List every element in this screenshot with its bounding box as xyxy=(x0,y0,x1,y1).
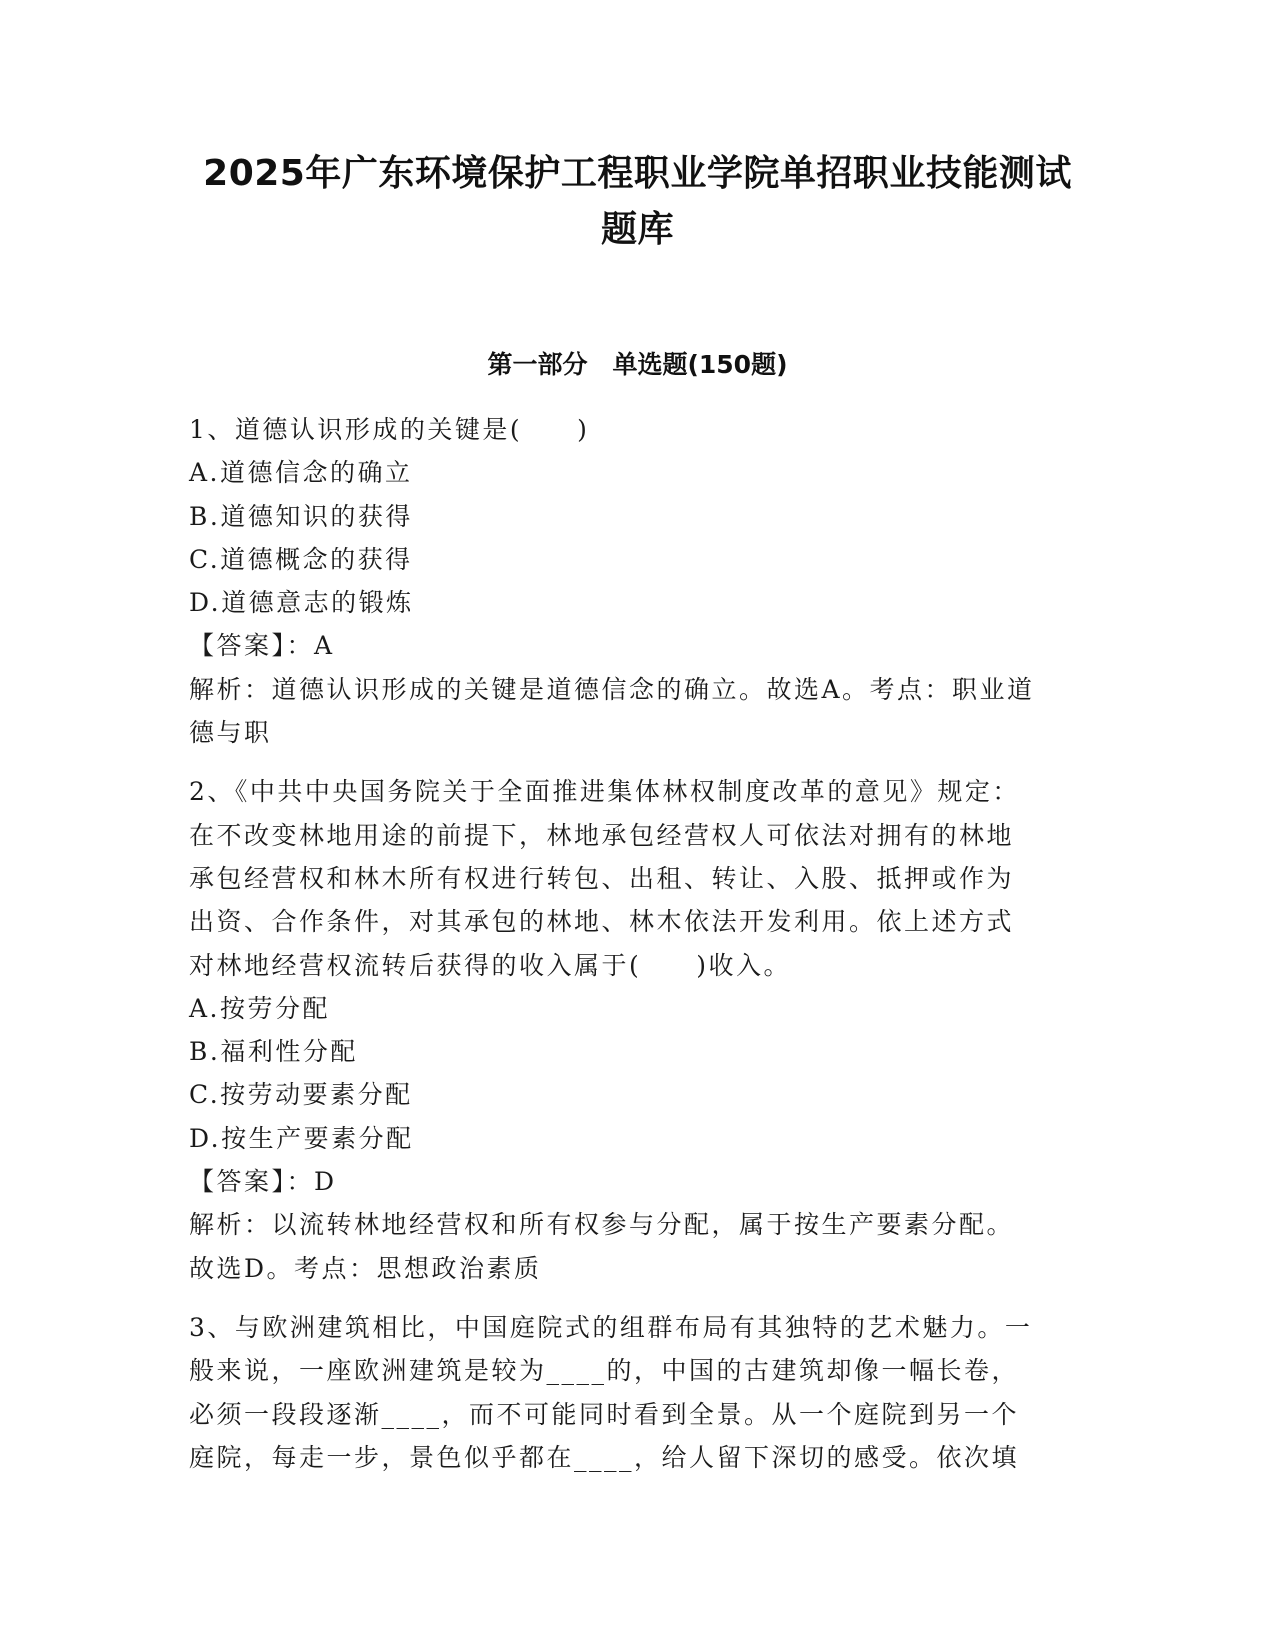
question-stem: 2、《中共中央国务院关于全面推进集体林权制度改革的意见》规定： xyxy=(189,777,1020,807)
option-a: A.道德信念的确立 xyxy=(189,458,413,488)
section-heading: 第一部分 单选题(150题) xyxy=(487,350,788,379)
analysis-line: 解析：以流转林地经营权和所有权参与分配，属于按生产要素分配。 xyxy=(189,1210,1015,1240)
question-separator xyxy=(189,1290,1089,1306)
question-1 xyxy=(189,408,1089,754)
question-2 xyxy=(189,770,1089,1290)
analysis-line: 德与职 xyxy=(189,718,272,748)
question-stem: 3、与欧洲建筑相比，中国庭院式的组群布局有其独特的艺术魅力。一 xyxy=(189,1312,1033,1342)
question-stem: 对林地经营权流转后获得的收入属于( )收入。 xyxy=(189,950,792,980)
question-separator xyxy=(189,754,1089,770)
analysis-line: 解析：道德认识形成的关键是道德信念的确立。故选A。考点：职业道 xyxy=(189,674,1035,704)
question-stem: 承包经营权和林木所有权进行转包、出租、转让、入股、抵押或作为 xyxy=(189,863,1015,893)
question-3 xyxy=(189,1306,1089,1479)
option-b: B.福利性分配 xyxy=(189,1037,358,1067)
title-line-1: 2025年广东环境保护工程职业学院单招职业技能测试 xyxy=(203,153,1072,194)
analysis-line: 故选D。考点：思想政治素质 xyxy=(189,1253,542,1283)
answer: 【答案】：D xyxy=(189,1167,337,1197)
question-stem: 般来说，一座欧洲建筑是较为____的，中国的古建筑却像一幅长卷， xyxy=(189,1356,1020,1386)
option-d: D.按生产要素分配 xyxy=(189,1123,414,1153)
document-title xyxy=(150,146,1125,258)
question-stem: 庭院，每走一步，景色似乎都在____，给人留下深切的感受。依次填 xyxy=(189,1442,1020,1472)
question-stem: 必须一段段逐渐____，而不可能同时看到全景。从一个庭院到另一个 xyxy=(189,1399,1020,1429)
question-stem: 在不改变林地用途的前提下，林地承包经营权人可依法对拥有的林地 xyxy=(189,820,1015,850)
option-c: C.道德概念的获得 xyxy=(189,544,413,574)
question-stem: 1、道德认识形成的关键是( ) xyxy=(189,415,590,444)
option-c: C.按劳动要素分配 xyxy=(189,1080,413,1110)
question-list xyxy=(189,408,1089,1479)
answer: 【答案】：A xyxy=(189,631,335,661)
option-d: D.道德意志的锻炼 xyxy=(189,588,414,618)
title-line-2: 题库 xyxy=(600,209,674,250)
option-b: B.道德知识的获得 xyxy=(189,501,413,531)
option-a: A.按劳分配 xyxy=(189,993,331,1023)
question-stem: 出资、合作条件，对其承包的林地、林木依法开发利用。依上述方式 xyxy=(189,907,1015,937)
